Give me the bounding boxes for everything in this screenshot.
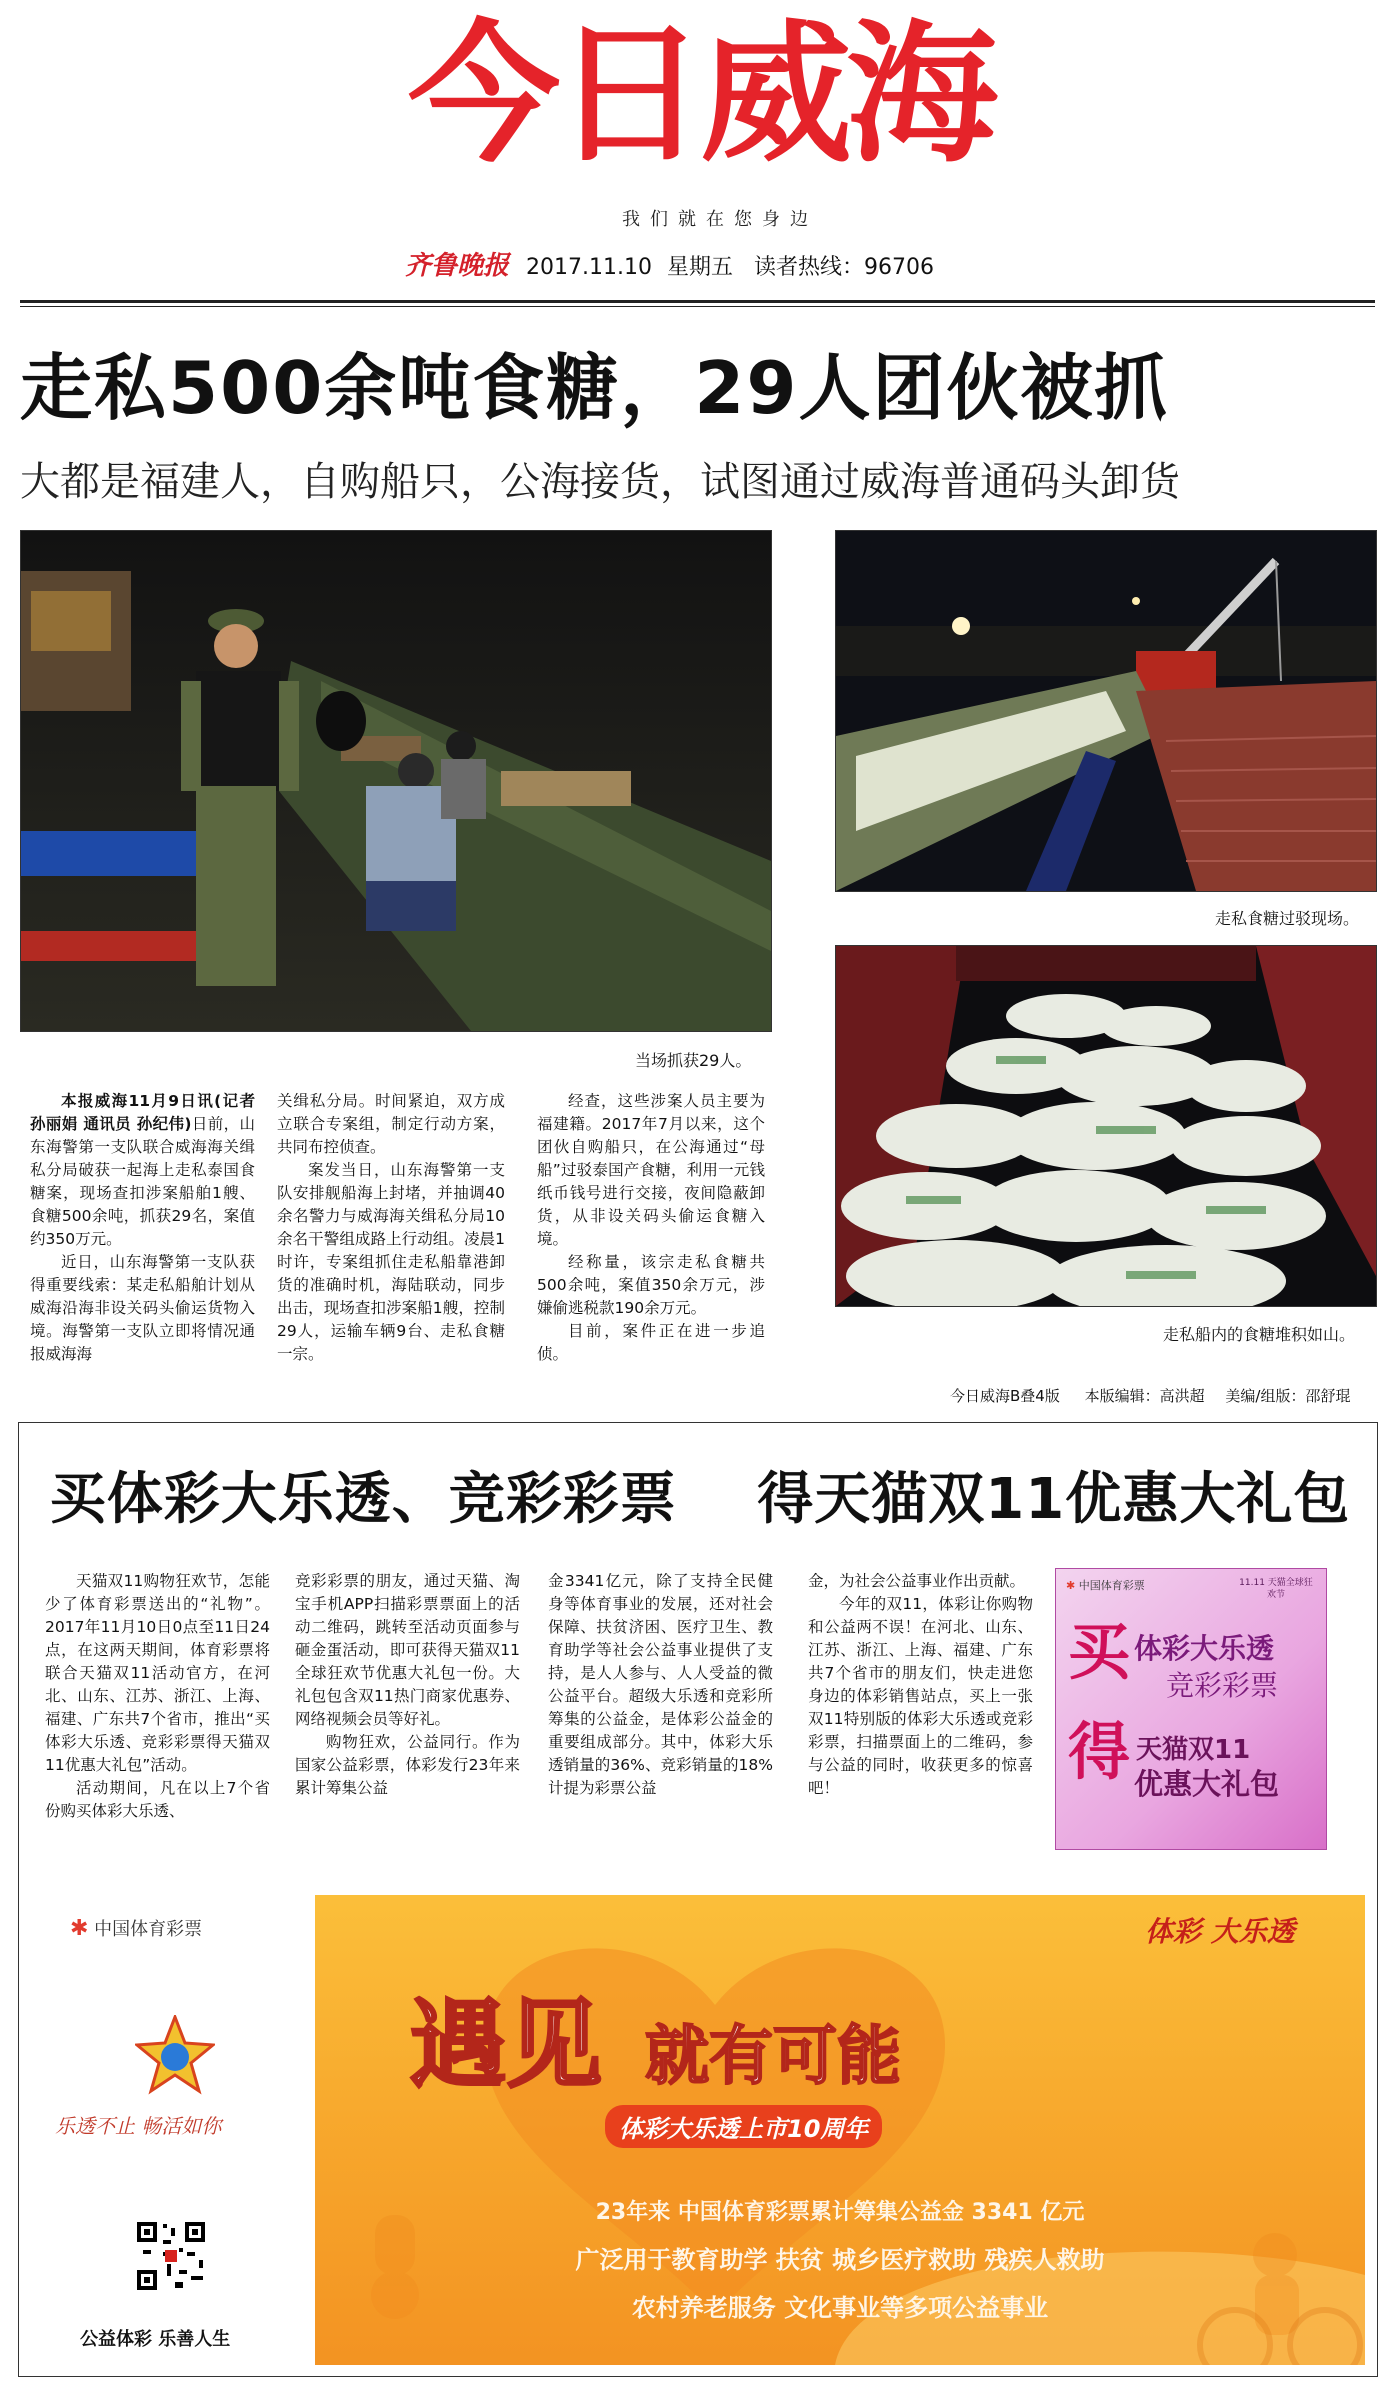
- banner-corner-logo: 体彩 大乐透: [1145, 1915, 1295, 1948]
- ad-column-2: [295, 1570, 520, 1800]
- photo-sugar-pile-image: [836, 946, 1376, 1306]
- photo-transfer: [835, 530, 1377, 892]
- photo-sugar-pile: [835, 945, 1377, 1307]
- banner-main-title: 遇见: [410, 1989, 602, 2101]
- banner-main-title-2: 就有可能: [645, 2020, 901, 2094]
- credit-editor: 本版编辑：高洪超: [1084, 1387, 1205, 1405]
- ad-headline: [20, 1455, 1380, 1535]
- lottery-mascot-star-icon: [135, 2015, 215, 2095]
- article-paragraph: [30, 1090, 255, 1251]
- masthead-title: 今日威海: [408, 6, 992, 183]
- masthead-slogan: 我们就在您身边: [622, 209, 818, 230]
- lottery-banner: [315, 1895, 1365, 2365]
- ad-paragraph: 竞彩彩票的朋友，通过天猫、淘宝手机APP扫描彩票票面上的活动二维码，跳转至活动页面参与砸金蛋活动，即可获得天猫双11全球狂欢节优惠大礼包一份。大礼包包含双11热门商家优惠券、网络视频会员等好礼。: [295, 1572, 520, 1728]
- banner-calligraphy: 乐透不止 畅活如你: [55, 2114, 222, 2138]
- promo-badge: 11.11 天猫全球狂欢节: [1239, 1578, 1313, 1600]
- banner-footer-slogan: 公益体彩 乐善人生: [80, 2329, 231, 2350]
- caption-photo-sugar-pile: 走私船内的食糖堆积如山。: [1163, 1325, 1356, 1344]
- promo-line2: 竞彩彩票: [1166, 1669, 1279, 1702]
- article-column-1: [30, 1090, 255, 1366]
- photo-arrest: [20, 530, 772, 1032]
- caption-photo-transfer: 走私食糖过驳现场。: [1215, 909, 1360, 928]
- article-paragraph: 经查，这些涉案人员主要为福建籍。2017年7月以来，这个团伙自购船只，在公海通过“母船”过驳泰国产食糖，利用一元钱纸币钱号进行交接，夜间隐蔽卸货，从非设关码头偷运食糖入境。: [537, 1092, 765, 1248]
- ad-paragraph: 天猫双11购物狂欢节，怎能少了体育彩票送出的“礼物”。2017年11月10日0点至11日24点，在这两天期间，体育彩票将联合天猫双11活动官方，在河北、山东、江苏、浙江、上海、福建、广东共7个省市，推出“买体彩大乐透、竞彩彩票得天猫双11优惠大礼包”活动。: [45, 1572, 270, 1774]
- issue-date: 2017.11.10: [526, 255, 652, 280]
- article-subhead: 大都是福建人，自购船只，公海接货，试图通过威海普通码头卸货: [20, 459, 1180, 505]
- photo-transfer-image: [836, 531, 1376, 891]
- article-column-3: [537, 1090, 765, 1366]
- paper-name: 齐鲁晚报: [405, 251, 510, 281]
- promo-de: 得: [1068, 1715, 1131, 1788]
- promo-brand: ✱ 中国体育彩票: [1066, 1579, 1145, 1592]
- credit-page: 今日威海B叠4版: [950, 1387, 1060, 1405]
- article-headline: 走私500余吨食糖，29人团伙被抓: [20, 346, 1169, 430]
- promo-image: [1055, 1568, 1327, 1850]
- qr-code-icon: [135, 2220, 207, 2292]
- article-text: 日前，山东海警第一支队联合威海海关缉私分局破获一起海上走私泰国食糖案，现场查扣涉案船舶1艘、食糖500余吨，抓获29名，案值约350万元。: [30, 1115, 255, 1248]
- banner-text-line3: 农村养老服务 文化事业等多项公益事业: [631, 2294, 1049, 2322]
- ad-headline-right: 得天猫双11优惠大礼包: [757, 1467, 1351, 1532]
- article-paragraph: 关缉私分局。时间紧迫，双方成立联合专案组，制定行动方案，共同布控侦查。: [277, 1092, 505, 1156]
- promo-line1: 体彩大乐透: [1134, 1632, 1275, 1665]
- ad-paragraph: 今年的双11，体彩让你购物和公益两不误！在河北、山东、江苏、浙江、上海、福建、广东共7个省市的朋友们，快走进您身边的体彩销售站点，买上一张双11特别版的体彩大乐透或竞彩彩票，扫描票面上的二维码，参与公益的同时，收获更多的惊喜吧！: [808, 1595, 1033, 1797]
- promo-line3: 天猫双11: [1136, 1735, 1251, 1765]
- masthead-rule-thin: [20, 306, 1375, 307]
- promo-mai: 买: [1068, 1615, 1131, 1688]
- banner-left-panel: [30, 1895, 300, 2365]
- lottery-star-icon: ✱: [70, 1916, 89, 1941]
- ad-column-4: [808, 1570, 1033, 1800]
- article-column-2: [277, 1090, 505, 1366]
- article-paragraph: 近日，山东海警第一支队获得重要线索：某走私船舶计划从威海沿海非设关码头偷运货物入境。海警第一支队立即将情况通报威海海: [30, 1253, 255, 1363]
- banner-brand: ✱ 中国体育彩票: [70, 1916, 203, 1941]
- banner-text-line1: 23年来 中国体育彩票累计筹集公益金 3341 亿元: [595, 2200, 1085, 2225]
- photo-arrest-image: [21, 531, 771, 1031]
- hotline-number: 96706: [864, 255, 935, 280]
- ad-headline-left: 买体彩大乐透、竞彩彩票: [49, 1467, 677, 1532]
- ad-column-1: [45, 1570, 270, 1823]
- ad-paragraph: 活动期间，凡在以上7个省份购买体彩大乐透、: [45, 1779, 270, 1820]
- credit-design: 美编/组版：邵舒琨: [1225, 1387, 1351, 1405]
- article-paragraph: 目前，案件正在进一步追侦。: [537, 1322, 765, 1363]
- lottery-star-icon: ✱: [1066, 1579, 1076, 1592]
- page-credit: [950, 1385, 1350, 1406]
- article-paragraph: 经称量，该宗走私食糖共500余吨，案值350余万元，涉嫌偷逃税款190余万元。: [537, 1253, 765, 1317]
- hotline-label: 读者热线：: [754, 255, 865, 280]
- banner-text-line2: 广泛用于教育助学 扶贫 城乡医疗救助 残疾人救助: [575, 2246, 1105, 2274]
- article-lead: 本报威海11月9日讯(记者 孙丽娟 通讯员 孙纪伟): [30, 1092, 255, 1133]
- banner-subtitle: 体彩大乐透上市10周年: [605, 2105, 882, 2148]
- ad-paragraph: 购物狂欢，公益同行。作为国家公益彩票，体彩发行23年来累计筹集公益: [295, 1733, 520, 1797]
- ad-paragraph: 金3341亿元，除了支持全民健身等体育事业的发展，还对社会保障、扶贫济困、医疗卫生、教育助学等社会公益事业提供了支持，是人人参与、人人受益的微公益平台。超级大乐透和竞彩所筹集的公益金，是体彩公益金的重要组成部分。其中，体彩大乐透销量的36%、竞彩销量的18%计提为彩票公益: [548, 1572, 773, 1797]
- masthead-rule: [20, 300, 1375, 303]
- caption-photo-arrest: 当场抓获29人。: [635, 1051, 752, 1070]
- ad-paragraph: 金，为社会公益事业作出贡献。: [808, 1572, 1026, 1590]
- issue-weekday: 星期五: [666, 255, 733, 280]
- article-paragraph: 案发当日，山东海警第一支队安排舰船海上封堵，并抽调40余名警力与威海海关缉私分局10余名干警组成路上行动组。凌晨1时许，专案组抓住走私船靠港卸货的准确时机，海陆联动，同步出击，现场查扣涉案船1艘，控制29人，运输车辆9台、走私食糖一宗。: [277, 1161, 505, 1363]
- promo-line4: 优惠大礼包: [1134, 1767, 1280, 1801]
- ad-column-3: [548, 1570, 773, 1800]
- issue-line: [405, 245, 1005, 281]
